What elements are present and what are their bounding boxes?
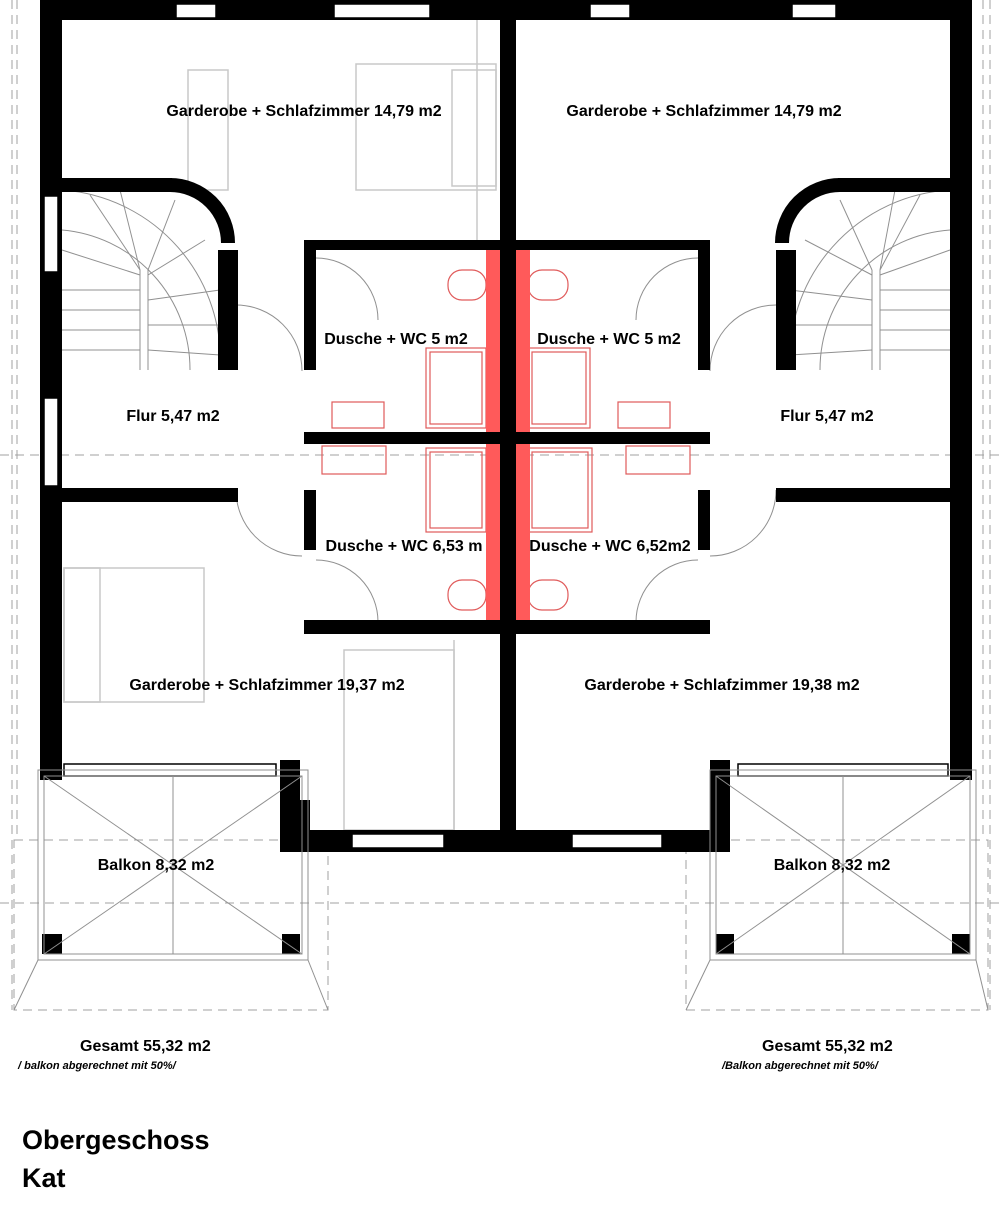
- walls: [40, 0, 972, 954]
- room-label-hall-right: Flur 5,47 m2: [780, 408, 874, 425]
- total-left: Gesamt 55,32 m2: [80, 1038, 211, 1055]
- room-label-balcony-right: Balkon 8,32 m2: [773, 857, 891, 874]
- room-label-bath-top-left: Dusche + WC 5 m2: [324, 331, 468, 348]
- room-label-balcony-left: Balkon 8,32 m2: [97, 857, 215, 874]
- staircase-left: [62, 190, 220, 370]
- staircase-right: [790, 190, 950, 370]
- building-name: Kat: [22, 1163, 66, 1193]
- room-label-bath-bottom-left: Dusche + WC 6,53 m: [325, 538, 483, 555]
- room-label-bedroom-top-right: Garderobe + Schlafzimmer 14,79 m2: [566, 103, 842, 120]
- room-label-bedroom-top-left: Garderobe + Schlafzimmer 14,79 m2: [166, 103, 442, 120]
- room-label-bath-bottom-right: Dusche + WC 6,52m2: [529, 538, 691, 555]
- room-label-bath-top-right: Dusche + WC 5 m2: [537, 331, 681, 348]
- room-label-bedroom-bottom-right: Garderobe + Schlafzimmer 19,38 m2: [584, 677, 860, 694]
- floor-title: Obergeschoss: [22, 1125, 210, 1155]
- room-label-bedroom-bottom-left: Garderobe + Schlafzimmer 19,37 m2: [129, 677, 405, 694]
- total-right-note: /Balkon abgerechnet mit 50%/: [722, 1060, 878, 1072]
- room-label-hall-left: Flur 5,47 m2: [126, 408, 220, 425]
- furniture: [64, 20, 496, 830]
- total-left-note: / balkon abgerechnet mit 50%/: [18, 1060, 176, 1072]
- total-right: Gesamt 55,32 m2: [762, 1038, 893, 1055]
